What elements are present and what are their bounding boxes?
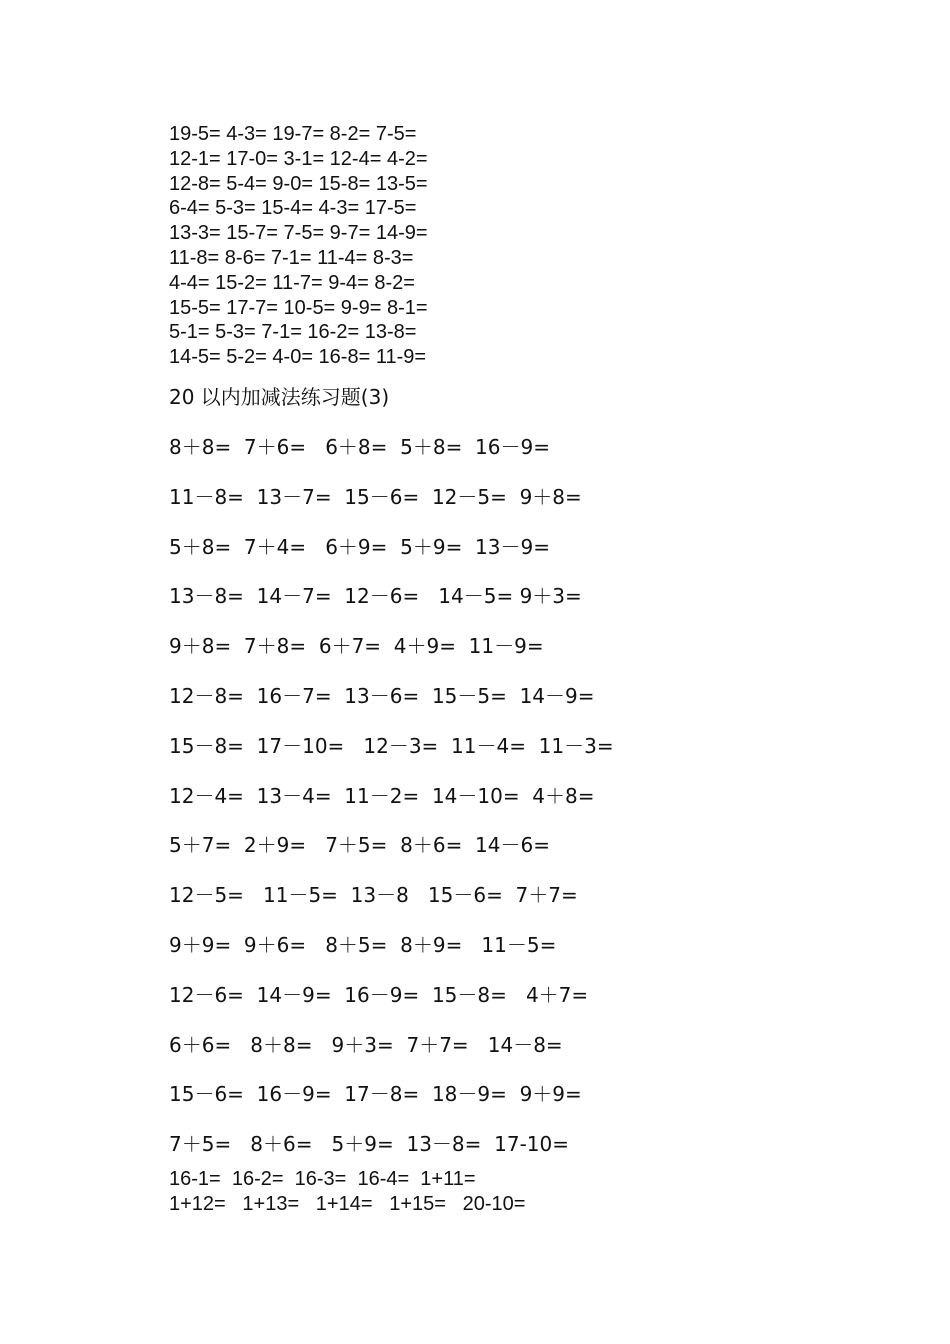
exercise-row: 12－8= 16－7= 13－6= 15－5= 14－9= bbox=[169, 683, 595, 708]
exercise-row: 5＋8= 7＋4= 6＋9= 5＋9= 13－9= bbox=[169, 534, 550, 559]
exercise-row: 11－8= 13－7= 15－6= 12－5= 9＋8= bbox=[169, 484, 582, 509]
exercise-row: 12－6= 14－9= 16－9= 15－8= 4＋7= bbox=[169, 982, 589, 1007]
exercise-row: 13－8= 14－7= 12－6= 14－5= 9＋3= bbox=[169, 584, 582, 609]
exercise-row: 13-3= 15-7= 7-5= 9-7= 14-9= bbox=[169, 222, 428, 245]
exercise-row: 12-8= 5-4= 9-0= 15-8= 13-5= bbox=[169, 172, 428, 195]
subtraction-exercises-block bbox=[169, 122, 769, 370]
exercise-row: 15－6= 16－9= 17－8= 18－9= 9＋9= bbox=[169, 1082, 582, 1107]
exercise-row: 11-8= 8-6= 7-1= 11-4= 8-3= bbox=[169, 246, 414, 269]
exercise-row: 15－8= 17－10= 12－3= 11－4= 11－3= bbox=[169, 733, 614, 758]
exercise-row: 12－5= 11－5= 13－8 15－6= 7＋7= bbox=[169, 883, 578, 908]
exercise-row: 15-5= 17-7= 10-5= 9-9= 8-1= bbox=[169, 296, 428, 319]
exercise-row: 4-4= 15-2= 11-7= 9-4= 8-2= bbox=[169, 271, 415, 294]
exercise-row: 5-1= 5-3= 7-1= 16-2= 13-8= bbox=[169, 321, 417, 344]
exercise-row: 9＋9= 9＋6= 8＋5= 8＋9= 11－5= bbox=[169, 932, 557, 957]
exercise-row: 1+12= 1+13= 1+14= 1+15= 20-10= bbox=[169, 1193, 526, 1215]
exercise-row: 7＋5= 8＋6= 5＋9= 13－8= 17-10= bbox=[169, 1132, 569, 1157]
exercise-row: 19-5= 4-3= 19-7= 8-2= 7-5= bbox=[169, 123, 417, 145]
exercise-row: 6＋6= 8＋8= 9＋3= 7＋7= 14－8= bbox=[169, 1032, 563, 1057]
final-exercises-block bbox=[169, 1167, 809, 1217]
mixed-exercises-block bbox=[169, 433, 809, 1180]
exercise-row: 12－4= 13－4= 11－2= 14－10= 4＋8= bbox=[169, 783, 595, 808]
exercise-row: 9＋8= 7＋8= 6＋7= 4＋9= 11－9= bbox=[169, 634, 544, 659]
exercise-row: 6-4= 5-3= 15-4= 4-3= 17-5= bbox=[169, 197, 417, 220]
exercise-row: 16-1= 16-2= 16-3= 16-4= 1+11= bbox=[169, 1168, 476, 1190]
exercise-row: 12-1= 17-0= 3-1= 12-4= 4-2= bbox=[169, 147, 428, 170]
exercise-row: 14-5= 5-2= 4-0= 16-8= 11-9= bbox=[169, 346, 427, 369]
exercise-row: 5＋7= 2＋9= 7＋5= 8＋6= 14－6= bbox=[169, 833, 550, 858]
exercise-row: 8＋8= 7＋6= 6＋8= 5＋8= 16－9= bbox=[169, 435, 550, 459]
section-title: 20 以内加减法练习题(3) bbox=[169, 385, 390, 409]
